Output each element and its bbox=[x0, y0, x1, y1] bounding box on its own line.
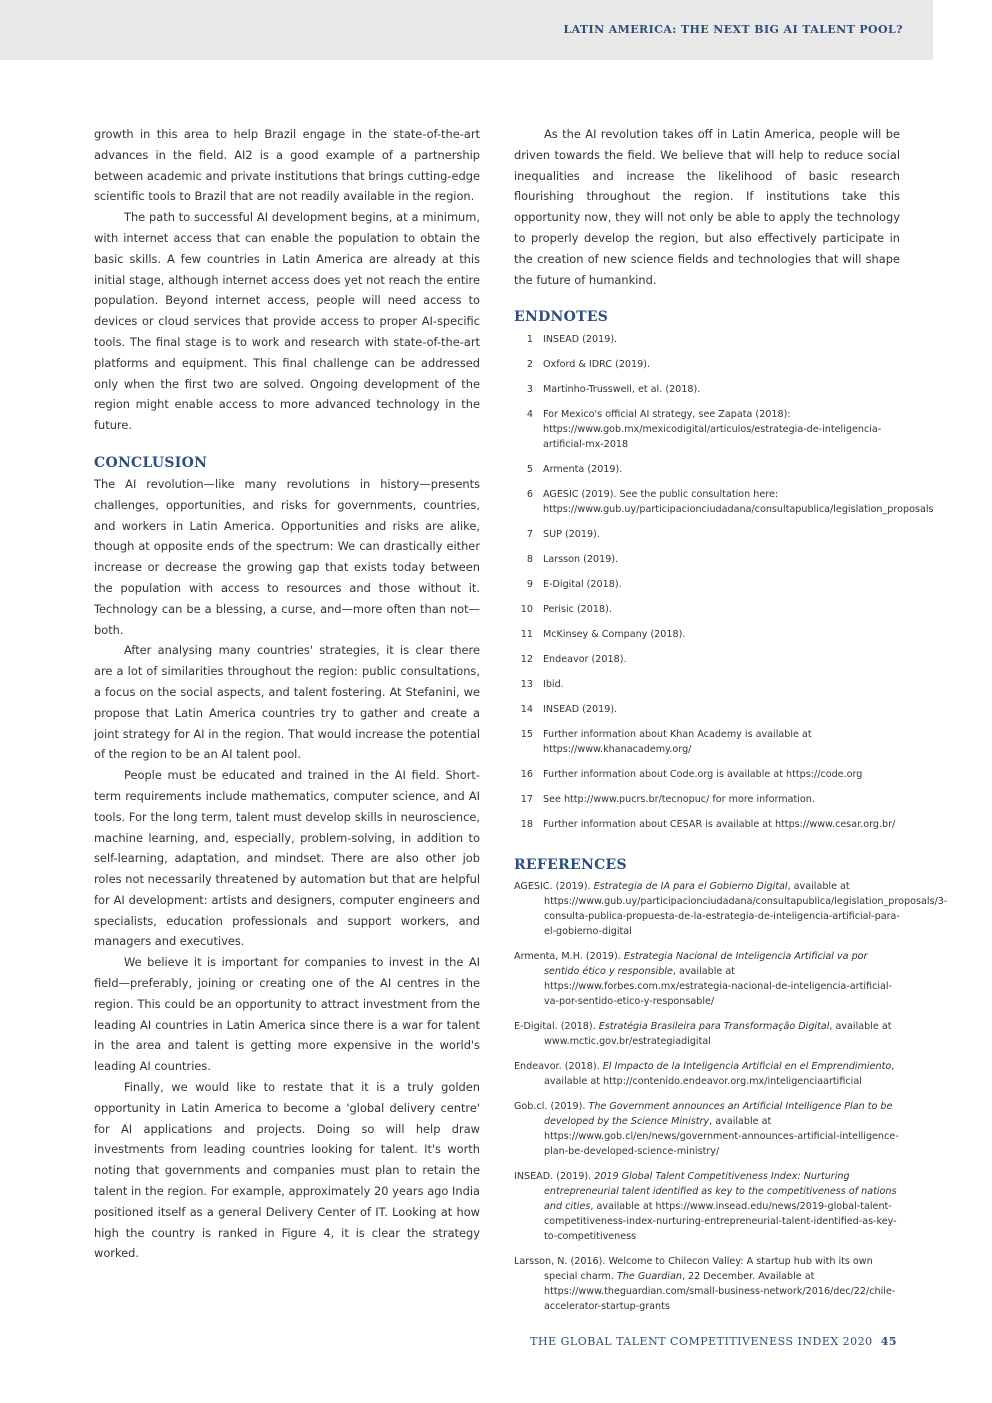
endnote-number: 13 bbox=[520, 679, 533, 691]
reference-author: E-Digital. (2018). bbox=[514, 1021, 599, 1033]
endnote-number: 4 bbox=[526, 409, 533, 421]
endnote-number: 14 bbox=[520, 704, 533, 716]
page-footer bbox=[530, 1335, 897, 1348]
endnote-text: Further information about CESAR is available at https://www.cesar.org.br/ bbox=[543, 819, 896, 831]
endnote-number: 5 bbox=[526, 464, 533, 476]
body-paragraph: The AI revolution—like many revolutions in history—presents challenges, opportunities, and risks for governments, countries, and workers in Latin America. Opportunities and risks are alike, though at opposite ends of the spectrum: We can drastically either increase or decrease the growing gap that exists today between the population with access to resources and those without it. Technology can be a blessing, a curse, and—more often than not—both. bbox=[94, 476, 480, 637]
endnote-item bbox=[514, 527, 900, 542]
endnote-text: Martinho-Trusswell, et al. (2018). bbox=[543, 384, 701, 396]
endnote-number: 12 bbox=[520, 654, 533, 666]
body-paragraph: The path to successful AI development begins, at a minimum, with internet access that can enable the population to obtain the basic skills. A few countries in Latin America are already at this initial stage, although internet access does yet not reach the entire population. Beyond internet access, people will need access to devices or cloud services that provide access to proper AI-specific tools. The final stage is to work and research with state-of-the-art platforms and equipment. This final challenge can be addressed only when the first two are solved. Ongoing development of the region might enable access to more advanced technology in the future. bbox=[94, 210, 480, 433]
right-column bbox=[514, 124, 948, 1324]
endnote-number: 18 bbox=[520, 819, 533, 831]
reference-item bbox=[514, 1169, 900, 1244]
reference-details: , available at www.mctic.gov.br/estrategiadigital bbox=[544, 1021, 892, 1048]
reference-author: AGESIC. (2019). bbox=[514, 881, 594, 893]
endnote-number: 15 bbox=[520, 729, 533, 741]
endnote-item bbox=[514, 817, 900, 832]
endnote-text: Further information about Khan Academy is available at https://www.khanacademy.org/ bbox=[543, 729, 812, 756]
endnote-item bbox=[514, 382, 900, 397]
page-number: 45 bbox=[880, 1335, 897, 1348]
endnote-text: Oxford & IDRC (2019). bbox=[543, 359, 651, 371]
reference-author: Armenta, M.H. (2019). bbox=[514, 951, 624, 963]
body-paragraph: Finally, we would like to restate that it is a truly golden opportunity in Latin America to become a 'global delivery centre' for AI applications and projects. Doing so will help draw investments from leading countries looking for talent. It's worth noting that governments and companies must plan to retain the talent in the region. For example, approximately 20 years ago India positioned itself as a general Delivery Center of IT. Looking at how high the country is ranked in Figure 4, it is clear the strategy worked. bbox=[94, 1080, 480, 1261]
reference-title: Estrategia de IA para el Gobierno Digital bbox=[593, 881, 788, 893]
endnote-text: Larsson (2019). bbox=[543, 554, 619, 566]
references-list bbox=[514, 879, 948, 1314]
endnote-text: Endeavor (2018). bbox=[543, 654, 627, 666]
endnote-number: 2 bbox=[526, 359, 533, 371]
endnote-text: INSEAD (2019). bbox=[543, 334, 618, 346]
reference-title: El Impacto de la Inteligencia Artificial en el Emprendimiento bbox=[602, 1061, 892, 1073]
endnotes-heading: ENDNOTES bbox=[514, 309, 609, 326]
endnote-text: INSEAD (2019). bbox=[543, 704, 618, 716]
endnote-text: See http://www.pucrs.br/tecnopuc/ for more information. bbox=[543, 794, 815, 806]
endnote-item bbox=[514, 652, 900, 667]
endnote-item bbox=[514, 462, 900, 477]
endnote-text: Further information about Code.org is available at https://code.org bbox=[543, 769, 863, 781]
endnote-item bbox=[514, 677, 900, 692]
reference-author: Endeavor. (2018). bbox=[514, 1061, 603, 1073]
endnote-number: 7 bbox=[526, 529, 533, 541]
endnotes-list bbox=[514, 332, 934, 832]
endnote-item bbox=[514, 627, 900, 642]
reference-item bbox=[514, 1059, 900, 1089]
endnote-text: SUP (2019). bbox=[543, 529, 600, 541]
endnote-item bbox=[514, 357, 900, 372]
reference-details: , available at https://www.forbes.com.mx/estrategia-nacional-de-inteligencia-artificial-va-por-sentido-etico-y-responsable/ bbox=[544, 966, 893, 1008]
reference-item bbox=[514, 1099, 900, 1159]
endnote-text: AGESIC (2019). See the public consultation here: https://www.gub.uy/participacionciudadana/consultapublica/legislation_proposals bbox=[543, 489, 934, 516]
endnote-number: 17 bbox=[520, 794, 533, 806]
reference-title: The Government announces an Artificial Intelligence Plan to be developed by the Science Ministry bbox=[544, 1101, 893, 1128]
endnote-number: 11 bbox=[520, 629, 533, 641]
endnote-number: 3 bbox=[526, 384, 533, 396]
endnote-number: 1 bbox=[526, 334, 533, 346]
endnote-text: E-Digital (2018). bbox=[543, 579, 622, 591]
reference-item bbox=[514, 1254, 900, 1314]
reference-item bbox=[514, 1019, 900, 1049]
endnote-text: Ibid. bbox=[543, 679, 564, 691]
endnote-item bbox=[514, 792, 900, 807]
endnote-text: McKinsey & Company (2018). bbox=[543, 629, 686, 641]
endnote-number: 9 bbox=[526, 579, 533, 591]
endnote-item bbox=[514, 702, 900, 717]
body-paragraph: People must be educated and trained in the AI field. Short-term requirements include mathematics, computer science, and AI tools. For the long term, talent must develop skills in neuroscience, machine learning, and, especially, problem-solving, in addition to self-learning, adaptation, and mindset. There are also other job roles not necessarily threatened by automation but that are helpful for AI development: artists and designers, computer engineers and specialists, education professionals and support workers, and managers and executives. bbox=[94, 768, 480, 949]
reference-author: Gob.cl. (2019). bbox=[514, 1101, 589, 1113]
endnote-item bbox=[514, 577, 900, 592]
reference-details: , available at https://www.gob.cl/en/news/government-announces-artificial-intelligence-plan-be-developed-science-ministry/ bbox=[544, 1116, 899, 1158]
body-paragraph: After analysing many countries' strategies, it is clear there are a lot of similarities throughout the region: public consultations, a focus on the social aspects, and talent fostering. At Stefanini, we propose that Latin America countries try to gather and create a joint strategy for AI in the region. That would increase the potential of the region to be an AI talent pool. bbox=[94, 643, 480, 762]
endnote-item bbox=[514, 727, 900, 757]
body-paragraph: We believe it is important for companies to invest in the AI field—preferably, joining or creating one of the AI centres in the region. This could be an opportunity to attract investment from the leading AI countries in Latin America since there is a war for talent in the area and talent is getting more expensive in the world's leading AI countries. bbox=[94, 955, 480, 1074]
reference-details: , 22 December. Available at https://www.theguardian.com/small-business-network/2016/dec/22/chile-accelerator-startup-grants bbox=[544, 1271, 896, 1313]
endnote-item bbox=[514, 602, 900, 617]
body-paragraph: growth in this area to help Brazil engage in the state-of-the-art advances in the field. AI2 is a good example of a partnership between academic and private institutions that brings cutting-edge scientific tools to Brazil that are not readily available in the region. bbox=[94, 127, 480, 204]
header-bar bbox=[0, 0, 933, 60]
endnote-item bbox=[514, 407, 900, 452]
reference-details: , available at http://contenido.endeavor.org.mx/inteligenciaartificial bbox=[544, 1061, 895, 1088]
reference-title: Estrategia Nacional de Inteligencia Artificial va por sentido ético y responsible bbox=[544, 951, 868, 978]
endnote-text: For Mexico's official AI strategy, see Zapata (2018): https://www.gob.mx/mexicodigital/articulos/estrategia-de-inteligencia-artificial-mx-2018 bbox=[543, 409, 882, 451]
endnote-text: Armenta (2019). bbox=[543, 464, 623, 476]
footer-title: THE GLOBAL TALENT COMPETITIVENESS INDEX 2020 bbox=[530, 1335, 873, 1348]
endnote-number: 16 bbox=[520, 769, 533, 781]
reference-title: Estratégia Brasileira para Transformação Digital bbox=[598, 1021, 830, 1033]
reference-title: 2019 Global Talent Competitiveness Index: Nurturing entrepreneurial talent identified as key to the competitiveness of nations and cities bbox=[544, 1171, 897, 1213]
body-paragraph: As the AI revolution takes off in Latin America, people will be driven towards the field. We believe that will help to reduce social inequalities and increase the likelihood of basic research flourishing throughout the region. If institutions take this opportunity now, they will not only be able to apply the technology to properly develop the region, but also effectively participate in the creation of new science fields and technologies that will shape the future of humankind. bbox=[514, 127, 900, 287]
endnote-item bbox=[514, 767, 900, 782]
conclusion-heading: CONCLUSION bbox=[94, 454, 208, 471]
endnote-item bbox=[514, 332, 900, 347]
references-heading: REFERENCES bbox=[514, 857, 627, 874]
reference-details: , available at https://www.insead.edu/news/2019-global-talent-competitiveness-index-nurturing-entrepreneurial-talent-identified-as-key-to-competitiveness bbox=[544, 1201, 897, 1243]
reference-item bbox=[514, 879, 948, 939]
reference-item bbox=[514, 949, 900, 1009]
endnote-number: 8 bbox=[526, 554, 533, 566]
running-header-title: LATIN AMERICA: THE NEXT BIG AI TALENT POOL? bbox=[563, 23, 903, 36]
endnote-item bbox=[514, 552, 900, 567]
reference-title: The Guardian bbox=[616, 1271, 682, 1283]
endnote-item bbox=[514, 487, 934, 517]
reference-author: Larsson, N. (2016). Welcome to Chilecon Valley: A startup hub with its own special charm. bbox=[514, 1256, 873, 1283]
endnote-text: Perisic (2018). bbox=[543, 604, 612, 616]
reference-details: , available at https://www.gub.uy/participacionciudadana/consultapublica/legislation_proposals/3-consulta-publica-propuesta-de-la-estrategia-de-inteligencia-artificial-para-el-gobierno-digital bbox=[544, 881, 948, 938]
left-column bbox=[94, 124, 480, 1264]
endnote-number: 6 bbox=[526, 489, 533, 501]
endnote-number: 10 bbox=[520, 604, 533, 616]
reference-author: INSEAD. (2019). bbox=[514, 1171, 595, 1183]
